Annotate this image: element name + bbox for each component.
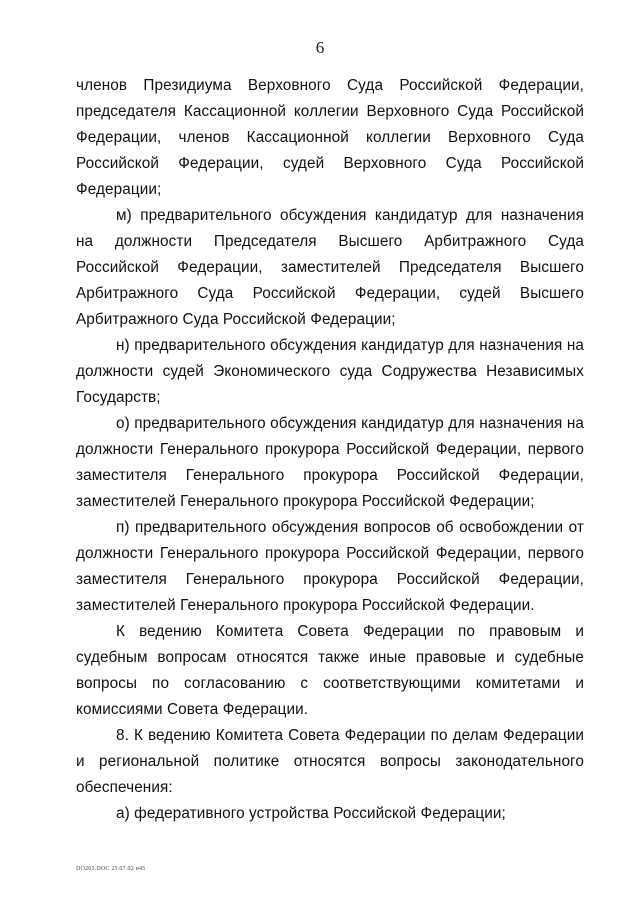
paragraph-item-p: п) предварительного обсуждения вопросов об освобождении от должности Генерального прокурора Российской Федерации, первого заместителя Генерального прокурора Российской Федерации, заместителей Генерального прокурора Российской Федерации. bbox=[76, 519, 584, 614]
document-body bbox=[76, 73, 584, 827]
document-footer-code: DO265.DOC 25.07.02 н45 bbox=[76, 866, 146, 872]
paragraph-item-n: н) предварительного обсуждения кандидатур для назначения на должности судей Экономического суда Содружества Независимых Государств; bbox=[76, 337, 584, 406]
page-number: 6 bbox=[315, 38, 325, 57]
paragraph-item-a: а) федеративного устройства Российской Федерации; bbox=[116, 805, 506, 822]
paragraph-continuation: членов Президиума Верховного Суда Российской Федерации, председателя Кассационной коллегии Верховного Суда Российской Федерации, членов Кассационной коллегии Верховного Суда Российской Федерации, судей Верховного Суда Российской Федерации; bbox=[76, 77, 584, 198]
paragraph-committee-scope: К ведению Комитета Совета Федерации по правовым и судебным вопросам относятся также иные правовые и судебные вопросы по согласованию с соответствующими комитетами и комиссиями Совета Федерации. bbox=[76, 623, 584, 718]
paragraph-item-o: о) предварительного обсуждения кандидатур для назначения на должности Генерального прокурора Российской Федерации, первого заместителя Генерального прокурора Российской Федерации, заместителей Генерального прокурора Российской Федерации; bbox=[76, 415, 584, 510]
paragraph-item-m: м) предварительного обсуждения кандидатур для назначения на должности Председателя Высшего Арбитражного Суда Российской Федерации, заместителей Председателя Высшего Арбитражного Суда Российской Федерации, судей Высшего Арбитражного Суда Российской Федерации; bbox=[76, 207, 584, 328]
paragraph-section-8: 8. К ведению Комитета Совета Федерации по делам Федерации и региональной политике относятся вопросы законодательного обеспечения: bbox=[76, 727, 584, 796]
